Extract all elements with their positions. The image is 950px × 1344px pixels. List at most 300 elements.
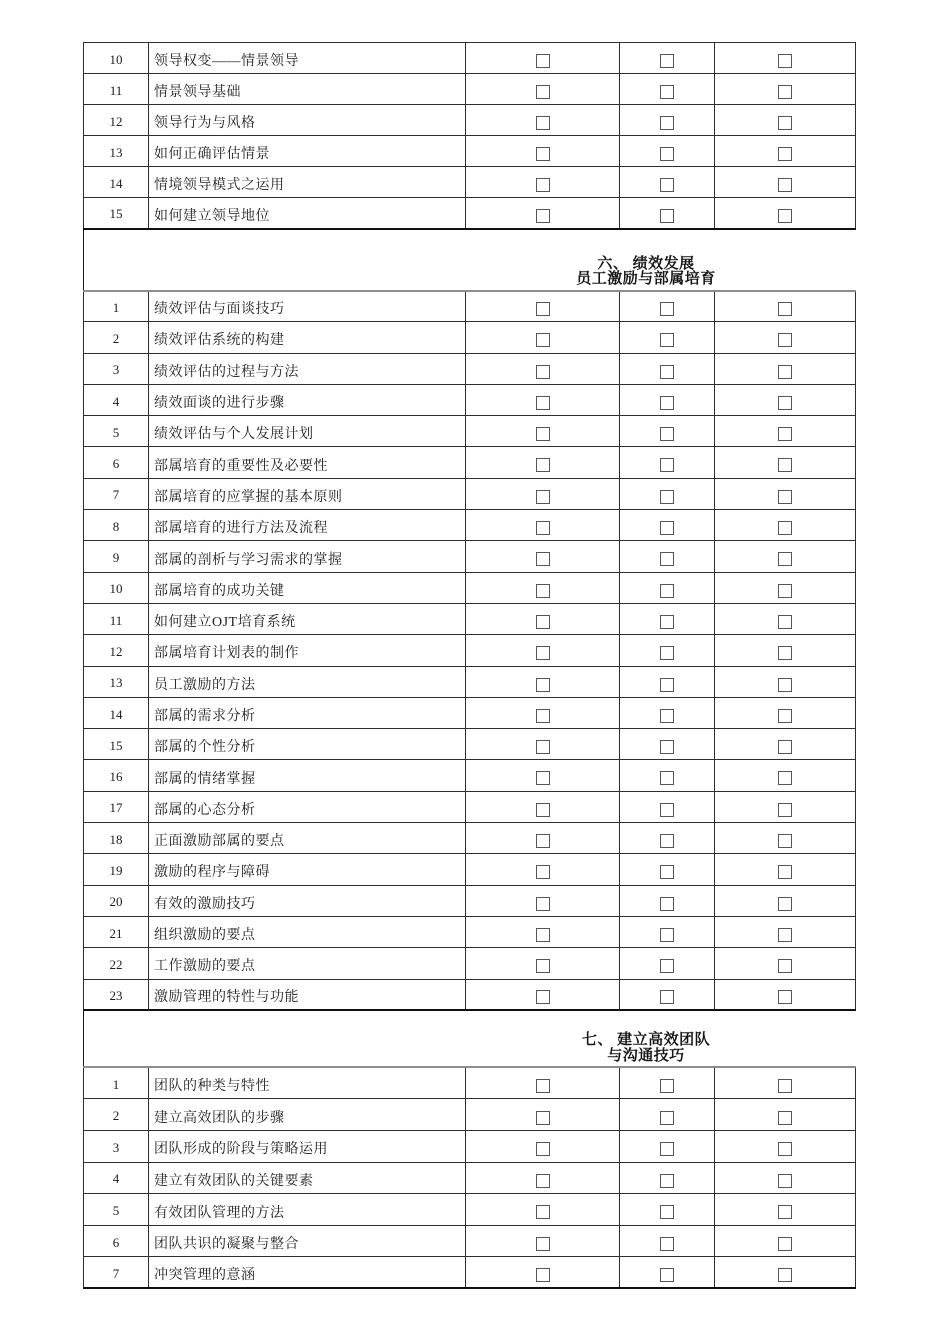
checkbox[interactable] xyxy=(778,521,792,535)
checkbox[interactable] xyxy=(536,85,550,99)
checkbox-cell xyxy=(466,697,620,728)
checkbox[interactable] xyxy=(536,803,550,817)
checkbox-cell xyxy=(466,541,620,572)
checkbox[interactable] xyxy=(536,458,550,472)
table-row xyxy=(84,198,856,229)
row-title: 绩效面谈的进行步骤 xyxy=(149,384,466,415)
checkbox[interactable] xyxy=(660,740,674,754)
checkbox-cell xyxy=(620,291,715,322)
checkbox[interactable] xyxy=(778,178,792,192)
row-title: 部属的剖析与学习需求的掌握 xyxy=(149,541,466,572)
row-title: 部属的个性分析 xyxy=(149,729,466,760)
table-row xyxy=(84,167,856,198)
table-row xyxy=(84,291,856,322)
checkbox[interactable] xyxy=(660,552,674,566)
checkbox[interactable] xyxy=(536,615,550,629)
checkbox-cell xyxy=(620,136,715,167)
checkbox-cell xyxy=(620,74,715,105)
checkbox[interactable] xyxy=(660,1174,674,1188)
row-title: 冲突管理的意涵 xyxy=(149,1257,466,1289)
checkbox[interactable] xyxy=(660,1237,674,1251)
table-row xyxy=(84,136,856,167)
section-title-line: 与沟通技巧 xyxy=(607,1047,685,1064)
checkbox-cell xyxy=(715,697,856,728)
row-number: 22 xyxy=(84,948,149,979)
checkbox-cell xyxy=(715,43,856,74)
checkbox[interactable] xyxy=(778,646,792,660)
checkbox[interactable] xyxy=(778,85,792,99)
checkbox-cell xyxy=(715,948,856,979)
checkbox[interactable] xyxy=(778,458,792,472)
checkbox[interactable] xyxy=(536,897,550,911)
checkbox[interactable] xyxy=(660,209,674,223)
checkbox[interactable] xyxy=(660,865,674,879)
row-number: 19 xyxy=(84,854,149,885)
checkbox[interactable] xyxy=(660,1079,674,1093)
checkbox-cell xyxy=(715,167,856,198)
checkbox-cell xyxy=(466,1131,620,1163)
checkbox[interactable] xyxy=(778,490,792,504)
checklist-table xyxy=(83,1066,856,1289)
checkbox-cell xyxy=(715,384,856,415)
checkbox-cell xyxy=(466,1225,620,1257)
checkbox[interactable] xyxy=(536,928,550,942)
row-number: 9 xyxy=(84,541,149,572)
checkbox-cell xyxy=(620,541,715,572)
checkbox-cell xyxy=(466,948,620,979)
checkbox[interactable] xyxy=(778,427,792,441)
table-row xyxy=(84,416,856,447)
table-row xyxy=(84,760,856,791)
row-number: 12 xyxy=(84,635,149,666)
checkbox-cell xyxy=(715,1099,856,1131)
row-title: 团队共识的凝聚与整合 xyxy=(149,1225,466,1257)
row-number: 11 xyxy=(84,74,149,105)
table-row xyxy=(84,1131,856,1163)
checkbox[interactable] xyxy=(778,678,792,692)
checkbox-cell xyxy=(715,791,856,822)
checkbox[interactable] xyxy=(660,709,674,723)
row-number: 6 xyxy=(84,1225,149,1257)
row-title: 如何建立领导地位 xyxy=(149,198,466,229)
training-checklist xyxy=(83,42,855,1289)
checkbox[interactable] xyxy=(536,333,550,347)
checkbox[interactable] xyxy=(660,803,674,817)
checkbox-cell xyxy=(620,666,715,697)
table-row xyxy=(84,854,856,885)
checkbox[interactable] xyxy=(536,834,550,848)
row-number: 1 xyxy=(84,291,149,322)
row-title: 部属的心态分析 xyxy=(149,791,466,822)
checkbox[interactable] xyxy=(778,615,792,629)
checkbox[interactable] xyxy=(660,959,674,973)
checkbox-cell xyxy=(620,979,715,1010)
table-row xyxy=(84,948,856,979)
checkbox-cell xyxy=(620,105,715,136)
table-row xyxy=(84,697,856,728)
checkbox-cell xyxy=(466,198,620,229)
checkbox-cell xyxy=(715,447,856,478)
table-row xyxy=(84,1099,856,1131)
checkbox-cell xyxy=(466,167,620,198)
checkbox-cell xyxy=(466,666,620,697)
checkbox[interactable] xyxy=(660,584,674,598)
row-title: 工作激励的要点 xyxy=(149,948,466,979)
checkbox-cell xyxy=(466,635,620,666)
checkbox-cell xyxy=(466,823,620,854)
checkbox-cell xyxy=(715,291,856,322)
row-title: 激励管理的特性与功能 xyxy=(149,979,466,1010)
checkbox[interactable] xyxy=(660,333,674,347)
checkbox[interactable] xyxy=(536,584,550,598)
checkbox[interactable] xyxy=(536,302,550,316)
checkbox-cell xyxy=(466,291,620,322)
checkbox-cell xyxy=(620,635,715,666)
checkbox[interactable] xyxy=(660,427,674,441)
checkbox[interactable] xyxy=(778,865,792,879)
row-number: 15 xyxy=(84,729,149,760)
row-number: 21 xyxy=(84,916,149,947)
checkbox-cell xyxy=(620,322,715,353)
checkbox-cell xyxy=(620,760,715,791)
checkbox-cell xyxy=(715,1131,856,1163)
row-title: 绩效评估与个人发展计划 xyxy=(149,416,466,447)
checkbox-cell xyxy=(466,760,620,791)
checkbox-cell xyxy=(466,384,620,415)
row-number: 17 xyxy=(84,791,149,822)
row-number: 14 xyxy=(84,697,149,728)
checkbox[interactable] xyxy=(778,584,792,598)
checkbox[interactable] xyxy=(536,147,550,161)
row-title: 绩效评估与面谈技巧 xyxy=(149,291,466,322)
checkbox[interactable] xyxy=(660,834,674,848)
checkbox[interactable] xyxy=(536,1111,550,1125)
row-title: 绩效评估的过程与方法 xyxy=(149,353,466,384)
checkbox-cell xyxy=(715,760,856,791)
checkbox[interactable] xyxy=(536,1205,550,1219)
checkbox-cell xyxy=(715,635,856,666)
row-title: 有效团队管理的方法 xyxy=(149,1194,466,1226)
checkbox-cell xyxy=(620,353,715,384)
checkbox-cell xyxy=(466,105,620,136)
table-row xyxy=(84,916,856,947)
checkbox-cell xyxy=(715,74,856,105)
checkbox-cell xyxy=(466,885,620,916)
checkbox[interactable] xyxy=(660,178,674,192)
checkbox-cell xyxy=(715,1257,856,1289)
checkbox-cell xyxy=(466,603,620,634)
checkbox[interactable] xyxy=(536,678,550,692)
row-number: 8 xyxy=(84,510,149,541)
checkbox[interactable] xyxy=(778,709,792,723)
checkbox[interactable] xyxy=(660,646,674,660)
row-number: 11 xyxy=(84,603,149,634)
checkbox[interactable] xyxy=(660,116,674,130)
checkbox-cell xyxy=(620,729,715,760)
row-number: 3 xyxy=(84,1131,149,1163)
checkbox[interactable] xyxy=(778,1142,792,1156)
section-header-band xyxy=(83,230,855,290)
checkbox[interactable] xyxy=(778,302,792,316)
checkbox[interactable] xyxy=(660,458,674,472)
checkbox-cell xyxy=(620,885,715,916)
checkbox-cell xyxy=(466,416,620,447)
row-title: 正面激励部属的要点 xyxy=(149,823,466,854)
checkbox[interactable] xyxy=(778,396,792,410)
checkbox[interactable] xyxy=(536,1174,550,1188)
row-title: 建立有效团队的关键要素 xyxy=(149,1162,466,1194)
row-number: 10 xyxy=(84,572,149,603)
checkbox-cell xyxy=(620,823,715,854)
table-row xyxy=(84,729,856,760)
checkbox-cell xyxy=(466,1099,620,1131)
checkbox-cell xyxy=(620,1131,715,1163)
checkbox[interactable] xyxy=(660,1268,674,1282)
table-row xyxy=(84,1225,856,1257)
checkbox[interactable] xyxy=(660,521,674,535)
row-number: 5 xyxy=(84,416,149,447)
row-title: 领导权变——情景领导 xyxy=(149,43,466,74)
row-title: 团队形成的阶段与策略运用 xyxy=(149,1131,466,1163)
checkbox[interactable] xyxy=(536,1268,550,1282)
checkbox[interactable] xyxy=(660,928,674,942)
table-row xyxy=(84,74,856,105)
checkbox-cell xyxy=(466,791,620,822)
checkbox-cell xyxy=(620,447,715,478)
table-row xyxy=(84,666,856,697)
checkbox-cell xyxy=(715,666,856,697)
checkbox[interactable] xyxy=(536,427,550,441)
checkbox[interactable] xyxy=(660,54,674,68)
checkbox[interactable] xyxy=(778,834,792,848)
row-number: 4 xyxy=(84,384,149,415)
checkbox-cell xyxy=(715,322,856,353)
checkbox[interactable] xyxy=(536,178,550,192)
checkbox-cell xyxy=(620,1067,715,1099)
checkbox[interactable] xyxy=(778,740,792,754)
checkbox-cell xyxy=(715,854,856,885)
checkbox[interactable] xyxy=(536,116,550,130)
checkbox[interactable] xyxy=(536,1237,550,1251)
checkbox-cell xyxy=(620,1225,715,1257)
checkbox[interactable] xyxy=(778,928,792,942)
checkbox[interactable] xyxy=(660,1142,674,1156)
row-number: 15 xyxy=(84,198,149,229)
checkbox[interactable] xyxy=(660,615,674,629)
table-row xyxy=(84,885,856,916)
checkbox-cell xyxy=(620,416,715,447)
checkbox[interactable] xyxy=(778,803,792,817)
checkbox[interactable] xyxy=(778,771,792,785)
checkbox[interactable] xyxy=(660,1111,674,1125)
checkbox[interactable] xyxy=(536,709,550,723)
row-title: 员工激励的方法 xyxy=(149,666,466,697)
checkbox-cell xyxy=(620,948,715,979)
checkbox[interactable] xyxy=(660,678,674,692)
checkbox-cell xyxy=(715,478,856,509)
checkbox-cell xyxy=(466,1162,620,1194)
checklist-table xyxy=(83,290,856,1012)
row-number: 2 xyxy=(84,322,149,353)
checkbox[interactable] xyxy=(778,1237,792,1251)
checkbox[interactable] xyxy=(778,1079,792,1093)
row-title: 部属培育计划表的制作 xyxy=(149,635,466,666)
checkbox-cell xyxy=(620,198,715,229)
checkbox-cell xyxy=(620,167,715,198)
checkbox-cell xyxy=(715,823,856,854)
checkbox-cell xyxy=(620,43,715,74)
checkbox-cell xyxy=(466,1257,620,1289)
row-title: 绩效评估系统的构建 xyxy=(149,322,466,353)
row-title: 团队的种类与特性 xyxy=(149,1067,466,1099)
checkbox[interactable] xyxy=(778,990,792,1004)
checkbox-cell xyxy=(620,854,715,885)
checkbox[interactable] xyxy=(536,54,550,68)
checkbox[interactable] xyxy=(660,490,674,504)
checkbox-cell xyxy=(620,510,715,541)
table-row xyxy=(84,510,856,541)
checkbox-cell xyxy=(466,74,620,105)
checkbox-cell xyxy=(715,572,856,603)
checkbox[interactable] xyxy=(660,897,674,911)
checkbox-cell xyxy=(620,478,715,509)
row-number: 18 xyxy=(84,823,149,854)
row-number: 2 xyxy=(84,1099,149,1131)
checkbox[interactable] xyxy=(536,552,550,566)
checkbox-cell xyxy=(715,729,856,760)
checkbox[interactable] xyxy=(536,1142,550,1156)
checkbox-cell xyxy=(715,510,856,541)
checkbox[interactable] xyxy=(660,302,674,316)
row-number: 16 xyxy=(84,760,149,791)
row-number: 4 xyxy=(84,1162,149,1194)
row-title: 部属培育的重要性及必要性 xyxy=(149,447,466,478)
table-row xyxy=(84,1162,856,1194)
table-row xyxy=(84,353,856,384)
checkbox-cell xyxy=(466,572,620,603)
checkbox-cell xyxy=(715,1162,856,1194)
table-row xyxy=(84,1257,856,1289)
checkbox-cell xyxy=(620,1162,715,1194)
table-row xyxy=(84,447,856,478)
checkbox[interactable] xyxy=(778,897,792,911)
checkbox[interactable] xyxy=(536,365,550,379)
checkbox-cell xyxy=(620,916,715,947)
table-row xyxy=(84,1067,856,1099)
checkbox[interactable] xyxy=(660,85,674,99)
checkbox[interactable] xyxy=(778,959,792,973)
row-title: 如何建立OJT培育系统 xyxy=(149,603,466,634)
table-row xyxy=(84,384,856,415)
checkbox-cell xyxy=(715,916,856,947)
row-number: 6 xyxy=(84,447,149,478)
row-title: 激励的程序与障碍 xyxy=(149,854,466,885)
checkbox[interactable] xyxy=(778,333,792,347)
checkbox[interactable] xyxy=(660,990,674,1004)
row-title: 领导行为与风格 xyxy=(149,105,466,136)
checkbox-cell xyxy=(715,416,856,447)
checkbox-cell xyxy=(715,105,856,136)
checkbox[interactable] xyxy=(536,396,550,410)
checkbox-cell xyxy=(466,510,620,541)
row-number: 5 xyxy=(84,1194,149,1226)
row-number: 14 xyxy=(84,167,149,198)
checkbox[interactable] xyxy=(536,646,550,660)
checkbox-cell xyxy=(466,136,620,167)
checkbox[interactable] xyxy=(778,1111,792,1125)
row-title: 情景领导基础 xyxy=(149,74,466,105)
row-number: 13 xyxy=(84,136,149,167)
table-row xyxy=(84,823,856,854)
checkbox[interactable] xyxy=(536,865,550,879)
checkbox[interactable] xyxy=(660,365,674,379)
checkbox[interactable] xyxy=(778,147,792,161)
row-title: 有效的激励技巧 xyxy=(149,885,466,916)
checkbox[interactable] xyxy=(536,959,550,973)
checklist-table xyxy=(83,42,856,230)
checkbox-cell xyxy=(715,198,856,229)
checkbox[interactable] xyxy=(778,365,792,379)
row-title: 组织激励的要点 xyxy=(149,916,466,947)
checkbox[interactable] xyxy=(778,1205,792,1219)
row-title: 部属培育的进行方法及流程 xyxy=(149,510,466,541)
checkbox[interactable] xyxy=(536,740,550,754)
checkbox[interactable] xyxy=(660,771,674,785)
checkbox-cell xyxy=(715,1225,856,1257)
checkbox[interactable] xyxy=(536,1079,550,1093)
checkbox[interactable] xyxy=(536,771,550,785)
checkbox[interactable] xyxy=(660,396,674,410)
table-row xyxy=(84,979,856,1010)
table-row xyxy=(84,43,856,74)
checkbox[interactable] xyxy=(660,147,674,161)
table-row xyxy=(84,541,856,572)
row-number: 7 xyxy=(84,478,149,509)
checkbox-cell xyxy=(620,791,715,822)
row-title: 部属培育的应掌握的基本原则 xyxy=(149,478,466,509)
checkbox-cell xyxy=(715,136,856,167)
checkbox[interactable] xyxy=(536,990,550,1004)
checkbox-cell xyxy=(715,1194,856,1226)
section-title-line: 六、 绩效发展 xyxy=(597,255,695,272)
row-title: 部属培育的成功关键 xyxy=(149,572,466,603)
table-row xyxy=(84,105,856,136)
checkbox[interactable] xyxy=(778,552,792,566)
checkbox-cell xyxy=(715,603,856,634)
table-row xyxy=(84,478,856,509)
checkbox[interactable] xyxy=(536,521,550,535)
checkbox[interactable] xyxy=(660,1205,674,1219)
table-row xyxy=(84,1194,856,1226)
row-title: 部属的需求分析 xyxy=(149,697,466,728)
checkbox[interactable] xyxy=(778,116,792,130)
checkbox-cell xyxy=(620,603,715,634)
checkbox[interactable] xyxy=(536,490,550,504)
table-row xyxy=(84,791,856,822)
row-number: 13 xyxy=(84,666,149,697)
checkbox[interactable] xyxy=(778,1174,792,1188)
table-row xyxy=(84,635,856,666)
checkbox[interactable] xyxy=(778,54,792,68)
checkbox[interactable] xyxy=(778,209,792,223)
section-title-line: 员工激励与部属培育 xyxy=(576,271,716,287)
checkbox[interactable] xyxy=(778,1268,792,1282)
checkbox[interactable] xyxy=(536,209,550,223)
row-number: 7 xyxy=(84,1257,149,1289)
checkbox-cell xyxy=(466,43,620,74)
checkbox-cell xyxy=(715,541,856,572)
checkbox-cell xyxy=(620,572,715,603)
